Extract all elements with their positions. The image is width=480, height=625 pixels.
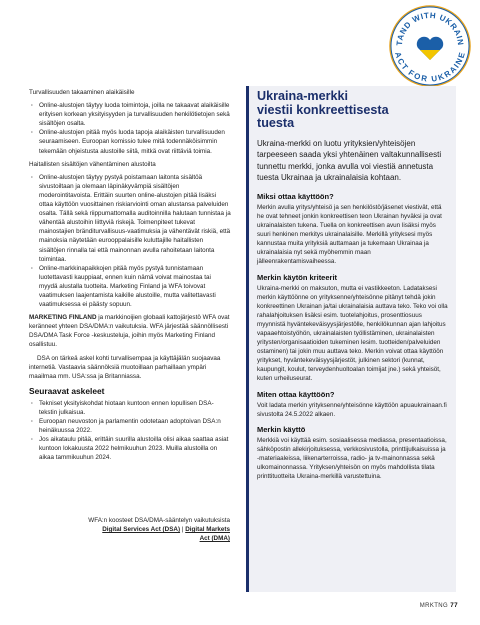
box-title-line: Ukraina-merkki [257,89,349,103]
box-lead: Ukraina-merkki on luotu yrityksien/yhteisöjen tarpeeseen saada yksi yhtenäinen valtakunnallisesti tunnettu merkki, jonka avulla voi viestiä annetusta tuesta Ukrainaa ja ukrainalaisia kohtaan. [257,138,442,183]
dma-link[interactable]: Digital Markets [185,526,230,533]
section-heading: Merkin käyttö [257,424,306,434]
page-number: 77 [450,602,458,609]
source-note [80,516,230,543]
list-item: · Online-alustojen pitää myös luoda tapoja alaikäisten turvallisuuden seuraamiseen. Euroopan komissio tulee mitä todennäköisimmin tekemään ohjeistusta alustoille siitä, mitkä ovat riittäviä toimia. [29,128,231,155]
source-text: WFA:n koosteet DSA/DMA-sääntelyn vaikutuksista [88,517,230,524]
list-item: · Euroopan neuvoston ja parlamentin odotetaan adoptoivan DSA:n heinäkuussa 2022. [29,417,231,435]
link-separator: | [180,526,186,533]
section-body: Merkkiä voi käyttää esim. sosiaalisessa mediassa, presentaatioissa, sähköpostin allekirjoituksessa, verkkosivustolla, printtijulkaisuissa ja -materiaaleissa, liikenarterroissa, radio- ja tv-mainonnassa sekä ulkomainonnassa. Yrityksen/yhteisön on myös mahdollista tilata printtituotteita Ukraina-merkillä varustettuina. [257,436,447,481]
magazine-name: MRKTNG [419,603,449,609]
harmful-content-heading: Haitallisten sisältöjen vähentäminen alustoilta [29,160,156,168]
list-item: · Jos aikataulu pitää, erittäin suurilla alustoilla olisi aikaa saattaa asiat kuntoon lokakuusta 2022 helmikuuhun 2023. Muilla alustoilla on aikaa tammikuuhun 2024. [29,435,231,462]
stand-with-ukraine-badge [388,4,472,88]
section-heading: Merkin käytön kriteerit [257,272,338,282]
badge-bottom-text: ACT FOR UKRAINE [393,50,467,84]
list-item: · Online-alustojen täytyy luoda toimintoja, joilla ne takaavat alaikäisille erityisen korkean yksityisyyden ja turvallisuuden henkilötietojen sekä sisältöjen osalta. [29,101,231,128]
box-title-line: viestii konkreettisesta [257,102,389,117]
minors-list [29,101,231,156]
list-item: · Online-alustojen täytyy pystyä poistamaan laitonta sisältöä sivustoiltaan ja olemaan läpinäkyvämpiä sisältöjen moderointitavoista. Erittäin suurten online-alustojen pitää lisäksi ottaa käyttöön vuosittainen riskiarviointi oman alustansa palveluiden osalta. Tällä sekä riippumattomalla auditoinnilla halutaan tunnistaa ja vähentää alustoihin liittyviä riskejä. Toimenpiteet tukevat mainostajien bränditurvallisuus-vaatimuksia ja vähentävät riskiä, että mainoksia näytetään eurooppalaisille kuluttajille haitallisten sisältöjen rinnalla tai että mainonnan avulla rahoitetaan laitonta toimintaa. [29,173,231,264]
list-item: · Tekniset yksityiskohdat hiotaan kuntoon ennen lopullisen DSA-tekstin julkaisua. [29,399,231,417]
ukraine-sign-box [246,86,456,592]
badge-top-text: TAND WITH UKRAIN [394,10,466,47]
left-column [29,88,231,467]
section-body: Voit ladata merkin yrityksenne/yhteisönne käyttöön apuaukrainaan.fi sivustolta 24.5.2022 alkaen. [257,401,447,418]
minors-heading: Turvallisuuden takaaminen alaikäisille [29,89,135,96]
box-title-line: tuesta [257,116,295,130]
section-heading: Miksi ottaa käyttöön? [257,191,334,201]
next-steps-list [29,399,231,463]
marketing-finland-paragraph [29,313,231,349]
source-links [80,525,230,534]
ukraine-badge-emblem [388,4,472,88]
page-footer [420,602,458,609]
dsa-paragraph: DSA on tärkeä askel kohti turvallisempaa ja käyttäjälän suojaavaa internetiä. Vastaavia säännöksiä muotoillaan parhaillaan ympäri maailmaa mm. USA:ssa ja Britanniassa. [29,354,221,380]
dma-link-continued[interactable]: Act (DMA) [199,535,230,542]
list-item: · Online-markkinapaikkojen pitää myös pystyä tunnistamaan luotettavasti kauppiaat, ennen kuin nämä voivat mainostaa tai myydä alustalla tuotteita. Marketing Finland ja WFA toivovat vaatimuksen laajentamista kaikille alustoille, mutta valitettavasti vaatimuksessa ei päästy sopuun. [29,264,231,309]
section-body: Ukraina-merkki on maksuton, mutta ei vastikkeeton. Ladataksesi merkin käyttöönne on yrityksenne/yhteisönne pitänyt tehdä jokin konkreettinen Ukrainan ja/tai ukrainalaisia auttava teko. Teko voi olla rahalahjoituksen lisäksi esim. tuotelahjoitus, prosenttiosuus myynnistä hyväntekeväisyysjärjestölle, henkilökunnan ajan lahjoitus vapaaehtoistyöhön, ukrainalaisten työllistäminen, ukrainalaisten yritysten/organisaatioiden tukeminen lesim. tuotteiden/palveluiden ostaminen) tai jokin muu auttava teko. Merkin voivat ottaa käyttöön yritykset, hyväntekeväisyysjärjestöt, julkinen sektori (kunnat, kaupungit, koulut, terveydenhuoltoalan toimijat jne.) sekä yhteisöt, kuten urheiluseurat. [257,284,448,383]
box-title [257,90,448,131]
dsa-link[interactable]: Digital Services Act (DSA) [102,526,181,533]
section-heading: Miten ottaa käyttöön? [257,389,335,399]
marketing-finland-label: MARKETING FINLAND [29,314,97,322]
harmful-content-list [29,173,231,309]
section-body: Merkin avulla yritys/yhteisö ja sen henkilöstö/jäsenet viestivät, että he ovat tehneet jonkin konkreettisen teon Ukrainan hyväksi ja ovat ukrainalaisten tukena. Tuella on konkreettisen avun lisäksi myös suuri henkinen merkitys ukrainalaisille. Merkillä yrityksesi myös kannustaa muita yrityksiä auttamaan ja tukemaan Ukrainaa ja ukrainalaisia nyt sekä myöhemmin maan jälleenrakentamisvaiheessa. [257,203,442,266]
next-steps-heading: Seuraavat askeleet [29,385,105,396]
marketing-finland-text: ja markkinoijien globaali kattojärjestö WFA ovat keränneet yhteen DSA/DMA:n vaikutuksia. WFA järjestää säännöllisesti DSA/DMA Task Force -keskusteluja, joihin myös Marketing Finland osallistuu. [29,314,230,349]
